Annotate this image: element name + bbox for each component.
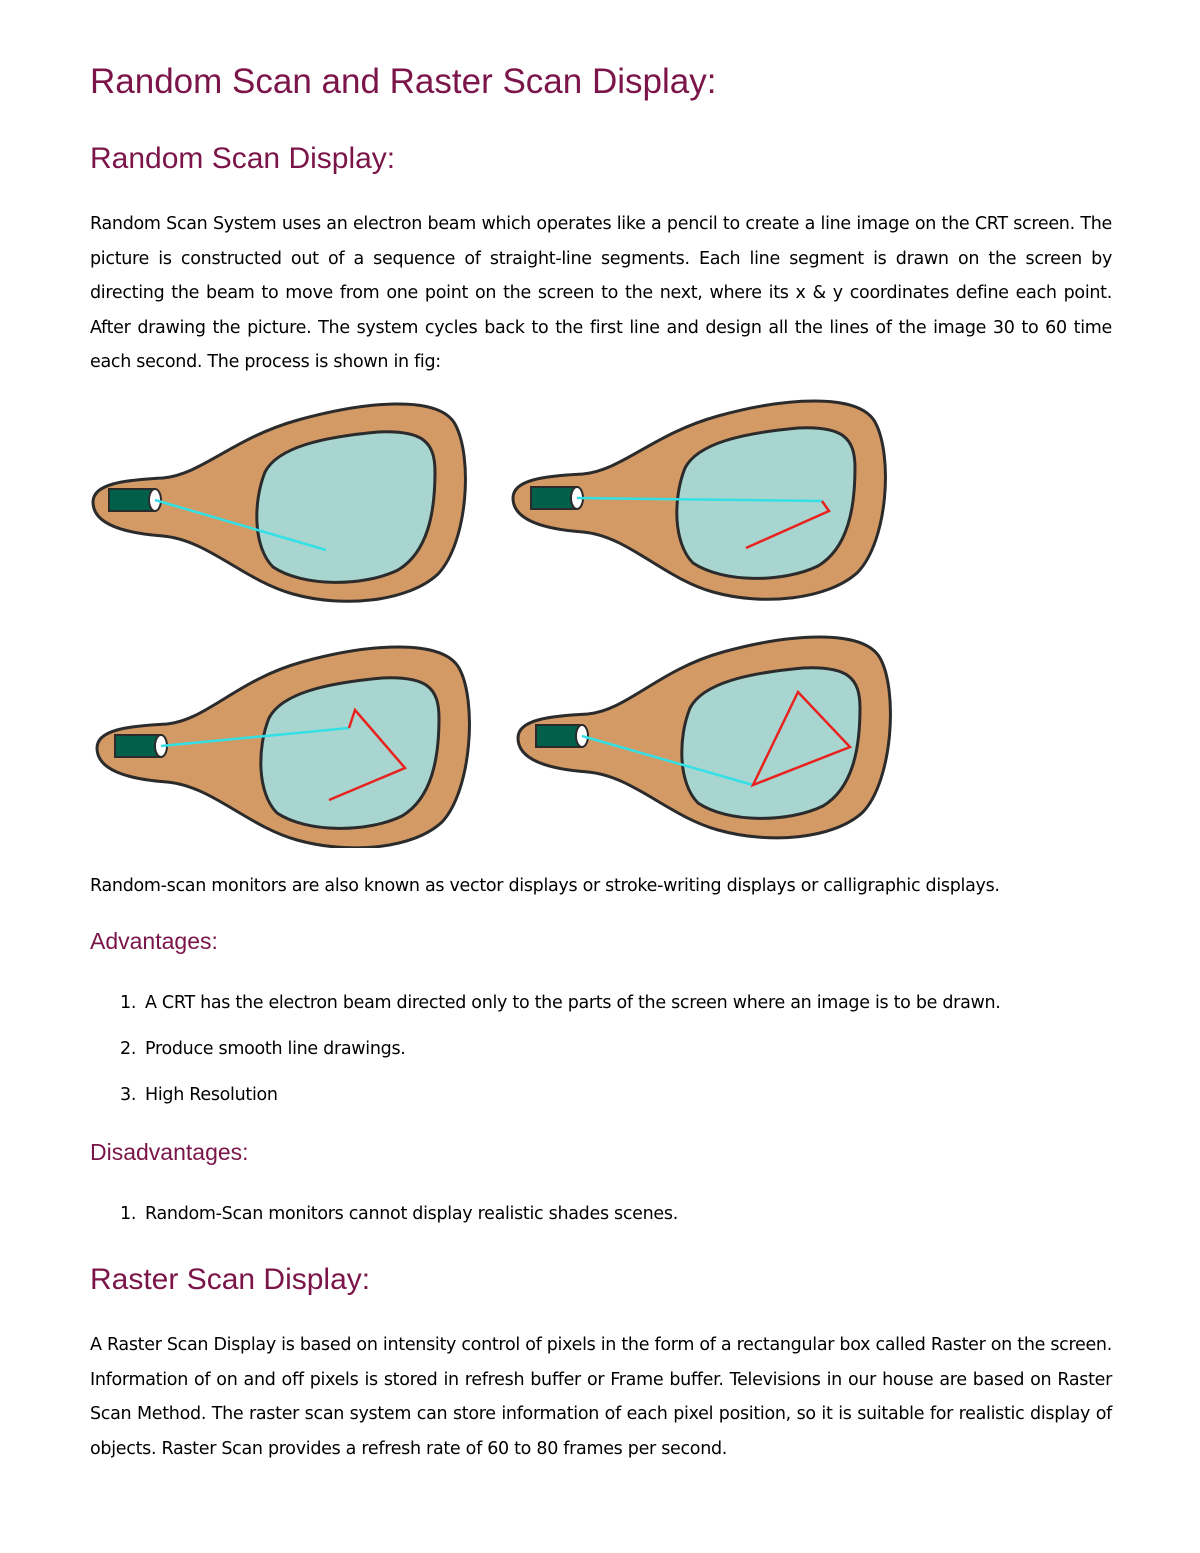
list-item-number: 1. xyxy=(120,1204,137,1224)
screen xyxy=(682,668,860,819)
raster-scan-paragraph: A Raster Scan Display is based on intensity control of pixels in the form of a rectangular box called Raster on the screen. Information of on and off pixels is stored in refresh buffer or Frame buffer. Televisions in our house are based on Raster Scan Method. The raster scan system can store information of each pixel position, so it is suitable for realistic display of objects. Raster Scan provides a refresh rate of 60 to 80 frames per second. xyxy=(90,1335,1112,1459)
random-scan-heading: Random Scan Display: xyxy=(90,142,396,175)
raster-scan-heading: Raster Scan Display: xyxy=(90,1263,371,1296)
screen xyxy=(261,678,439,829)
advantages-heading: Advantages: xyxy=(90,928,218,954)
crt-diagram-2 xyxy=(513,401,885,599)
page-title: Random Scan and Raster Scan Display: xyxy=(90,62,717,101)
list-item-number: 1. xyxy=(120,993,137,1013)
crt-diagram-1 xyxy=(93,404,465,601)
crt-diagram-3 xyxy=(97,647,469,848)
list-item-text: Produce smooth line drawings. xyxy=(145,1039,406,1059)
crt-random-scan-figure xyxy=(0,398,1200,848)
screen xyxy=(257,432,435,583)
screen xyxy=(677,428,855,579)
list-item-number: 3. xyxy=(120,1085,137,1105)
list-item-text: Random-Scan monitors cannot display realistic shades scenes. xyxy=(145,1204,678,1224)
list-item-number: 2. xyxy=(120,1039,137,1059)
crt-diagram-4 xyxy=(518,637,890,838)
list-item-text: A CRT has the electron beam directed only to the parts of the screen where an image is to be drawn. xyxy=(145,993,1001,1013)
random-scan-note: Random-scan monitors are also known as vector displays or stroke-writing displays or calligraphic displays. xyxy=(90,876,1000,896)
disadvantages-heading: Disadvantages: xyxy=(90,1139,249,1165)
random-scan-paragraph: Random Scan System uses an electron beam which operates like a pencil to create a line image on the CRT screen. The picture is constructed out of a sequence of straight-line segments. Each line segment is drawn on the screen by directing the beam to move from one point on the screen to the next, where its x & y coordinates define each point. After drawing the picture. The system cycles back to the first line and design all the lines of the image 30 to 60 time each second. The process is shown in fig: xyxy=(90,214,1112,372)
list-item-text: High Resolution xyxy=(145,1085,278,1105)
